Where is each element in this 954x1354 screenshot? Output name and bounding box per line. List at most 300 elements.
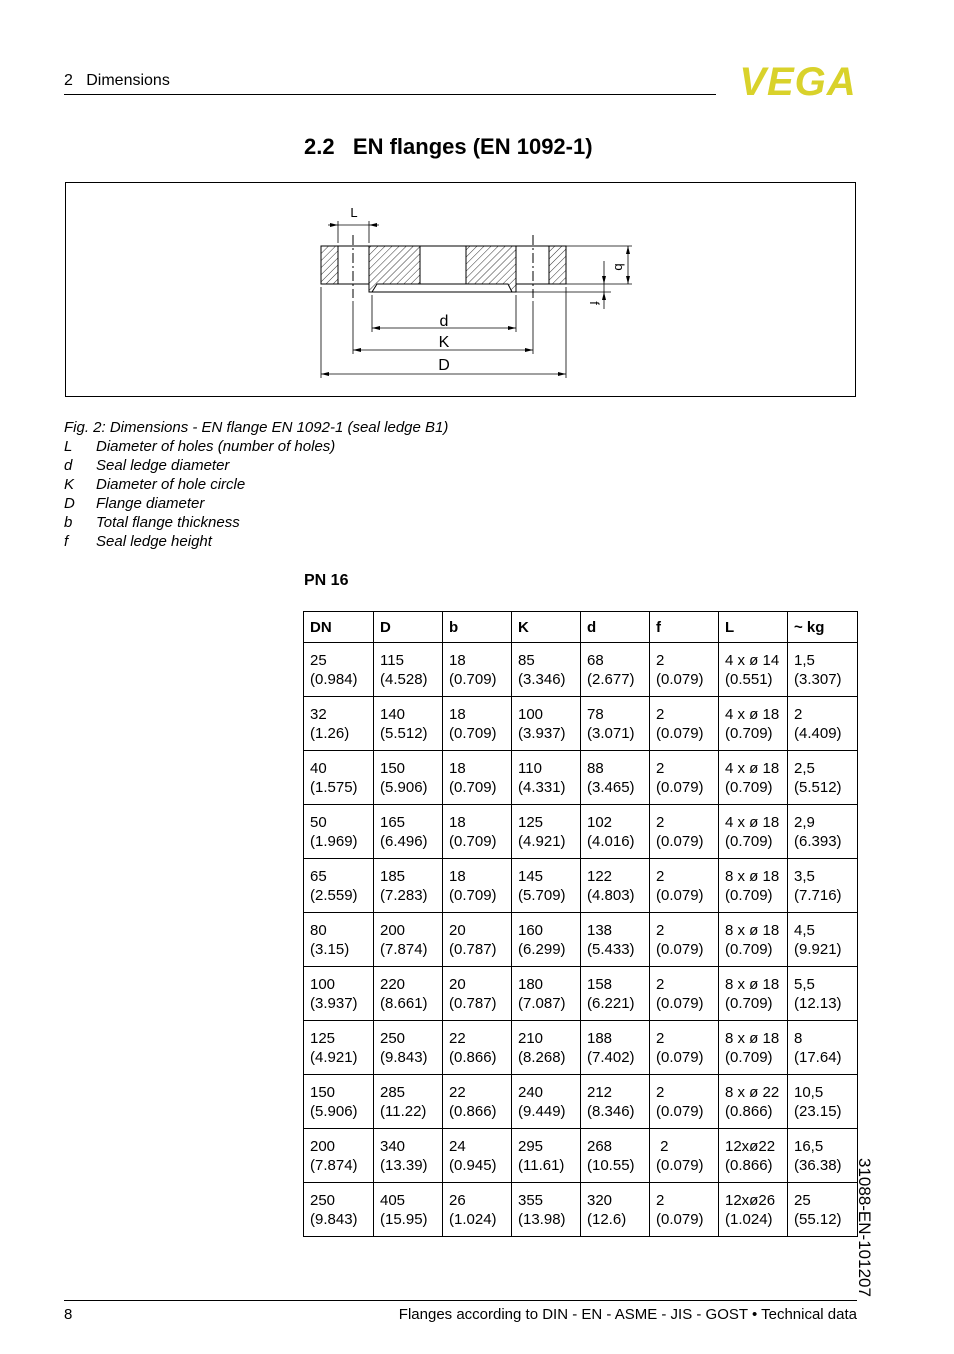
cell-value-inch: (6.299) bbox=[518, 940, 566, 958]
cell-value-inch: (0.079) bbox=[656, 778, 704, 796]
table-cell bbox=[374, 751, 443, 805]
cell-value-mm: 2 bbox=[656, 975, 665, 993]
cell-value-mm: 100 bbox=[518, 705, 544, 723]
table-cell bbox=[719, 913, 788, 967]
cell-value-inch: (7.402) bbox=[587, 1048, 635, 1066]
table-cell bbox=[512, 967, 581, 1021]
cell-value-mm: 240 bbox=[518, 1083, 544, 1101]
table-cell bbox=[788, 1021, 858, 1075]
cell-value-inch: (9.843) bbox=[310, 1210, 358, 1228]
cell-value-mm: 250 bbox=[380, 1029, 406, 1047]
cell-value-mm: 78 bbox=[587, 705, 604, 723]
legend-item bbox=[64, 532, 335, 551]
cell-value-mm: 160 bbox=[518, 921, 544, 939]
table-cell bbox=[719, 1183, 788, 1237]
cell-value-mm: 150 bbox=[380, 759, 406, 777]
cell-value-mm: 405 bbox=[380, 1191, 406, 1209]
table-cell bbox=[304, 1021, 374, 1075]
cell-value-mm: 180 bbox=[518, 975, 544, 993]
cell-value-inch: (4.331) bbox=[518, 778, 566, 796]
cell-value-inch: (55.12) bbox=[794, 1210, 842, 1228]
table-cell bbox=[443, 751, 512, 805]
table-cell bbox=[788, 751, 858, 805]
cell-value-inch: (0.709) bbox=[449, 724, 497, 742]
figure-legend bbox=[64, 437, 335, 551]
cell-value-inch: (0.079) bbox=[656, 724, 704, 742]
cell-value-mm: 320 bbox=[587, 1191, 613, 1209]
cell-value-mm: 18 bbox=[449, 705, 466, 723]
table-cell bbox=[443, 913, 512, 967]
cell-value-inch: (8.661) bbox=[380, 994, 428, 1012]
cell-value-mm: 8 x ø 18 bbox=[725, 921, 780, 939]
table-cell bbox=[581, 697, 650, 751]
footer-text: Flanges according to DIN - EN - ASME - JIS - GOST • Technical data bbox=[398, 1306, 857, 1323]
cell-value-mm: 8 x ø 18 bbox=[725, 975, 780, 993]
cell-value-inch: (23.15) bbox=[794, 1102, 842, 1120]
cell-value-inch: (0.787) bbox=[449, 940, 497, 958]
table-cell bbox=[719, 751, 788, 805]
cell-value-mm: 12xø22 bbox=[725, 1137, 776, 1155]
cell-value-inch: (7.716) bbox=[794, 886, 842, 904]
cell-value-mm: 4 x ø 18 bbox=[725, 813, 780, 831]
table-cell bbox=[719, 1129, 788, 1183]
column-header: K bbox=[512, 612, 581, 643]
table-cell bbox=[512, 1129, 581, 1183]
table-cell bbox=[304, 859, 374, 913]
table-cell bbox=[374, 643, 443, 697]
cell-value-mm: 125 bbox=[518, 813, 544, 831]
flange-drawing bbox=[66, 183, 855, 396]
table-cell bbox=[304, 697, 374, 751]
table-cell bbox=[719, 967, 788, 1021]
cell-value-mm: 22 bbox=[449, 1029, 466, 1047]
footer-rule bbox=[64, 1300, 857, 1301]
table-row bbox=[304, 1183, 858, 1237]
cell-value-mm: 212 bbox=[587, 1083, 613, 1101]
cell-value-inch: (0.709) bbox=[725, 940, 773, 958]
label-L: L bbox=[350, 205, 358, 220]
legend-item bbox=[64, 437, 335, 456]
cell-value-mm: 100 bbox=[310, 975, 336, 993]
cell-value-inch: (8.346) bbox=[587, 1102, 635, 1120]
legend-text: Total flange thickness bbox=[96, 514, 240, 531]
cell-value-inch: (4.803) bbox=[587, 886, 635, 904]
label-D: D bbox=[438, 357, 450, 374]
cell-value-inch: (3.071) bbox=[587, 724, 635, 742]
legend-symbol: D bbox=[64, 495, 75, 512]
table-cell bbox=[374, 805, 443, 859]
table-cell bbox=[304, 913, 374, 967]
table-cell bbox=[304, 1129, 374, 1183]
cell-value-inch: (0.079) bbox=[656, 994, 704, 1012]
cell-value-mm: 295 bbox=[518, 1137, 544, 1155]
cell-value-mm: 32 bbox=[310, 705, 327, 723]
cell-value-inch: (3.937) bbox=[310, 994, 358, 1012]
cell-value-mm: 40 bbox=[310, 759, 327, 777]
cell-value-inch: (1.575) bbox=[310, 778, 358, 796]
table-cell bbox=[650, 913, 719, 967]
cell-value-inch: (15.95) bbox=[380, 1210, 428, 1228]
cell-value-mm: 18 bbox=[449, 651, 466, 669]
table-row bbox=[304, 697, 858, 751]
column-header: b bbox=[443, 612, 512, 643]
table-cell bbox=[443, 1183, 512, 1237]
cell-value-inch: (13.39) bbox=[380, 1156, 428, 1174]
table-cell bbox=[374, 913, 443, 967]
cell-value-inch: (0.866) bbox=[725, 1156, 773, 1174]
cell-value-mm: 2,5 bbox=[794, 759, 815, 777]
table-cell bbox=[304, 805, 374, 859]
table-cell bbox=[512, 859, 581, 913]
cell-value-inch: (4.409) bbox=[794, 724, 842, 742]
page-number: 8 bbox=[64, 1306, 73, 1323]
cell-value-mm: 20 bbox=[449, 975, 466, 993]
cell-value-inch: (10.55) bbox=[587, 1156, 635, 1174]
cell-value-mm: 220 bbox=[380, 975, 406, 993]
table-cell bbox=[650, 967, 719, 1021]
cell-value-mm: 4 x ø 18 bbox=[725, 759, 780, 777]
cell-value-inch: (11.61) bbox=[518, 1156, 565, 1174]
cell-value-mm: 2 bbox=[656, 1137, 669, 1155]
cell-value-inch: (0.079) bbox=[656, 940, 704, 958]
legend-text: Diameter of holes (number of holes) bbox=[96, 438, 336, 455]
document-id: 31088-EN-101207 bbox=[855, 1158, 874, 1297]
cell-value-inch: (0.866) bbox=[449, 1102, 497, 1120]
cell-value-mm: 18 bbox=[449, 813, 466, 831]
table-cell bbox=[512, 697, 581, 751]
cell-value-mm: 200 bbox=[310, 1137, 336, 1155]
cell-value-mm: 8 x ø 22 bbox=[725, 1083, 780, 1101]
cell-value-inch: (4.528) bbox=[380, 670, 428, 688]
table-cell bbox=[650, 751, 719, 805]
cell-value-mm: 18 bbox=[449, 759, 466, 777]
table-row bbox=[304, 805, 858, 859]
table-cell bbox=[443, 697, 512, 751]
table-cell bbox=[581, 1021, 650, 1075]
cell-value-mm: 285 bbox=[380, 1083, 406, 1101]
cell-value-inch: (0.079) bbox=[656, 1210, 704, 1228]
legend-item bbox=[64, 494, 335, 513]
figure-caption: Fig. 2: Dimensions - EN flange EN 1092-1 (seal ledge B1) bbox=[64, 419, 449, 436]
table-header-row bbox=[304, 612, 858, 643]
table-row bbox=[304, 751, 858, 805]
cell-value-mm: 1,5 bbox=[794, 651, 815, 669]
cell-value-inch: (1.024) bbox=[725, 1210, 773, 1228]
cell-value-mm: 165 bbox=[380, 813, 406, 831]
table-cell bbox=[788, 697, 858, 751]
table-cell bbox=[719, 643, 788, 697]
cell-value-inch: (7.283) bbox=[380, 886, 428, 904]
table-cell bbox=[581, 1129, 650, 1183]
column-header: f bbox=[650, 612, 719, 643]
cell-value-inch: (0.945) bbox=[449, 1156, 497, 1174]
cell-value-inch: (1.26) bbox=[310, 724, 350, 742]
table-row bbox=[304, 1129, 858, 1183]
cell-value-mm: 200 bbox=[380, 921, 406, 939]
section-title: 2.2 EN flanges (EN 1092-1) bbox=[304, 134, 593, 159]
cell-value-mm: 140 bbox=[380, 705, 406, 723]
table-cell bbox=[512, 1021, 581, 1075]
cell-value-inch: (0.709) bbox=[725, 886, 773, 904]
table-cell bbox=[650, 1075, 719, 1129]
cell-value-mm: 188 bbox=[587, 1029, 613, 1047]
cell-value-inch: (5.512) bbox=[794, 778, 842, 796]
table-cell bbox=[650, 1129, 719, 1183]
cell-value-mm: 88 bbox=[587, 759, 604, 777]
cell-value-inch: (3.937) bbox=[518, 724, 566, 742]
cell-value-mm: 210 bbox=[518, 1029, 544, 1047]
label-K: K bbox=[438, 334, 450, 351]
table-cell bbox=[581, 1075, 650, 1129]
table-cell bbox=[581, 967, 650, 1021]
cell-value-mm: 80 bbox=[310, 921, 327, 939]
table-cell bbox=[719, 697, 788, 751]
table-row bbox=[304, 1021, 858, 1075]
cell-value-inch: (12.6) bbox=[587, 1210, 627, 1228]
table-cell bbox=[443, 643, 512, 697]
table-cell bbox=[443, 1075, 512, 1129]
table-cell bbox=[581, 859, 650, 913]
table-cell bbox=[719, 1075, 788, 1129]
cell-value-mm: 102 bbox=[587, 813, 613, 831]
cell-value-inch: (0.079) bbox=[656, 670, 704, 688]
cell-value-inch: (0.551) bbox=[725, 670, 773, 688]
legend-text: Seal ledge height bbox=[96, 533, 212, 550]
table-cell bbox=[304, 967, 374, 1021]
cell-value-inch: (0.709) bbox=[725, 994, 773, 1012]
pn16-dimensions-table bbox=[303, 611, 858, 1237]
cell-value-inch: (5.512) bbox=[380, 724, 428, 742]
column-header: L bbox=[719, 612, 788, 643]
cell-value-inch: (17.64) bbox=[794, 1048, 842, 1066]
table-cell bbox=[581, 913, 650, 967]
cell-value-mm: 2 bbox=[656, 813, 665, 831]
legend-symbol: f bbox=[64, 533, 69, 550]
cell-value-inch: (5.433) bbox=[587, 940, 635, 958]
cell-value-inch: (9.921) bbox=[794, 940, 842, 958]
cell-value-inch: (9.843) bbox=[380, 1048, 428, 1066]
cell-value-inch: (5.906) bbox=[310, 1102, 358, 1120]
column-header: d bbox=[581, 612, 650, 643]
table-cell bbox=[374, 1075, 443, 1129]
cell-value-inch: (0.079) bbox=[656, 832, 704, 850]
table-cell bbox=[788, 805, 858, 859]
cell-value-inch: (2.559) bbox=[310, 886, 358, 904]
cell-value-mm: 22 bbox=[449, 1083, 466, 1101]
legend-text: Seal ledge diameter bbox=[96, 457, 230, 474]
table-cell bbox=[788, 1183, 858, 1237]
cell-value-mm: 68 bbox=[587, 651, 604, 669]
cell-value-inch: (0.984) bbox=[310, 670, 358, 688]
cell-value-mm: 185 bbox=[380, 867, 406, 885]
cell-value-inch: (36.38) bbox=[794, 1156, 842, 1174]
cell-value-inch: (6.393) bbox=[794, 832, 842, 850]
table-cell bbox=[788, 1129, 858, 1183]
cell-value-inch: (0.709) bbox=[725, 832, 773, 850]
table-cell bbox=[650, 1021, 719, 1075]
cell-value-mm: 4 x ø 14 bbox=[725, 651, 780, 669]
cell-value-mm: 2,9 bbox=[794, 813, 815, 831]
table-row bbox=[304, 967, 858, 1021]
cell-value-mm: 3,5 bbox=[794, 867, 815, 885]
column-header: ~ kg bbox=[788, 612, 858, 643]
cell-value-mm: 138 bbox=[587, 921, 613, 939]
cell-value-mm: 20 bbox=[449, 921, 466, 939]
legend-item bbox=[64, 475, 335, 494]
legend-text: Diameter of hole circle bbox=[96, 476, 246, 493]
cell-value-inch: (0.709) bbox=[449, 778, 497, 796]
cell-value-mm: 2 bbox=[794, 705, 803, 723]
cell-value-mm: 340 bbox=[380, 1137, 406, 1155]
table-cell bbox=[650, 805, 719, 859]
cell-value-mm: 8 x ø 18 bbox=[725, 1029, 780, 1047]
column-header: DN bbox=[304, 612, 374, 643]
cell-value-mm: 355 bbox=[518, 1191, 544, 1209]
table-cell bbox=[788, 913, 858, 967]
vega-logo-text: VEGA bbox=[739, 62, 857, 100]
cell-value-inch: (0.709) bbox=[449, 886, 497, 904]
table-cell bbox=[443, 1129, 512, 1183]
table-cell bbox=[788, 967, 858, 1021]
cell-value-inch: (4.016) bbox=[587, 832, 635, 850]
cell-value-inch: (12.13) bbox=[794, 994, 842, 1012]
cell-value-mm: 25 bbox=[794, 1191, 811, 1209]
table-cell bbox=[581, 805, 650, 859]
cell-value-inch: (0.079) bbox=[656, 1102, 704, 1120]
table-cell bbox=[581, 1183, 650, 1237]
cell-value-mm: 25 bbox=[310, 651, 327, 669]
cell-value-inch: (5.709) bbox=[518, 886, 566, 904]
table-cell bbox=[512, 1075, 581, 1129]
table-cell bbox=[512, 1183, 581, 1237]
vega-logo bbox=[736, 62, 860, 100]
cell-value-mm: 50 bbox=[310, 813, 327, 831]
header-section-title: 2 Dimensions bbox=[64, 72, 170, 89]
table-cell bbox=[374, 1129, 443, 1183]
cell-value-inch: (11.22) bbox=[380, 1102, 427, 1120]
cell-value-mm: 2 bbox=[656, 921, 665, 939]
table-title: PN 16 bbox=[304, 572, 349, 589]
dimension-lines bbox=[321, 221, 632, 378]
cell-value-mm: 8 x ø 18 bbox=[725, 867, 780, 885]
table-row bbox=[304, 1075, 858, 1129]
table-cell bbox=[788, 643, 858, 697]
legend-item bbox=[64, 513, 335, 532]
table-cell bbox=[443, 805, 512, 859]
cell-value-inch: (6.496) bbox=[380, 832, 428, 850]
cell-value-mm: 145 bbox=[518, 867, 544, 885]
table-cell bbox=[374, 1021, 443, 1075]
cell-value-inch: (0.079) bbox=[656, 1048, 704, 1066]
table-cell bbox=[304, 1183, 374, 1237]
cell-value-inch: (8.268) bbox=[518, 1048, 566, 1066]
table-cell bbox=[443, 1021, 512, 1075]
table-cell bbox=[304, 751, 374, 805]
table-row bbox=[304, 643, 858, 697]
table-row bbox=[304, 859, 858, 913]
table-cell bbox=[443, 967, 512, 1021]
cell-value-inch: (3.15) bbox=[310, 940, 350, 958]
table-cell bbox=[719, 1021, 788, 1075]
table-cell bbox=[650, 1183, 719, 1237]
cell-value-inch: (0.709) bbox=[725, 1048, 773, 1066]
cell-value-mm: 5,5 bbox=[794, 975, 815, 993]
table-cell bbox=[304, 643, 374, 697]
cell-value-mm: 122 bbox=[587, 867, 613, 885]
table-cell bbox=[719, 859, 788, 913]
cell-value-mm: 16,5 bbox=[794, 1137, 824, 1155]
cell-value-mm: 150 bbox=[310, 1083, 336, 1101]
cell-value-mm: 4 x ø 18 bbox=[725, 705, 780, 723]
cell-value-mm: 10,5 bbox=[794, 1083, 824, 1101]
cell-value-mm: 2 bbox=[656, 759, 665, 777]
cell-value-mm: 115 bbox=[380, 651, 404, 669]
table-cell bbox=[650, 859, 719, 913]
cell-value-inch: (0.079) bbox=[656, 886, 704, 904]
cell-value-inch: (0.709) bbox=[449, 832, 497, 850]
cell-value-inch: (0.709) bbox=[449, 670, 497, 688]
legend-text: Flange diameter bbox=[96, 495, 205, 512]
cell-value-inch: (3.307) bbox=[794, 670, 842, 688]
cell-value-inch: (2.677) bbox=[587, 670, 635, 688]
table-cell bbox=[788, 859, 858, 913]
header-rule bbox=[64, 94, 716, 95]
table-cell bbox=[512, 751, 581, 805]
cell-value-mm: 4,5 bbox=[794, 921, 815, 939]
cell-value-inch: (1.024) bbox=[449, 1210, 497, 1228]
legend-symbol: d bbox=[64, 457, 73, 474]
column-header: D bbox=[374, 612, 443, 643]
cell-value-inch: (0.866) bbox=[725, 1102, 773, 1120]
table-cell bbox=[650, 643, 719, 697]
table-cell bbox=[374, 859, 443, 913]
cell-value-mm: 12xø26 bbox=[725, 1191, 776, 1209]
label-f: f bbox=[587, 301, 602, 305]
cell-value-inch: (6.221) bbox=[587, 994, 635, 1012]
cell-value-inch: (0.787) bbox=[449, 994, 497, 1012]
table-cell bbox=[512, 805, 581, 859]
cell-value-mm: 268 bbox=[587, 1137, 613, 1155]
cell-value-inch: (5.906) bbox=[380, 778, 428, 796]
label-b: b bbox=[612, 263, 627, 271]
table-cell bbox=[788, 1075, 858, 1129]
cell-value-mm: 2 bbox=[656, 705, 665, 723]
cell-value-inch: (13.98) bbox=[518, 1210, 566, 1228]
cell-value-mm: 85 bbox=[518, 651, 535, 669]
cell-value-inch: (7.874) bbox=[310, 1156, 358, 1174]
table-cell bbox=[512, 913, 581, 967]
flange-section bbox=[321, 235, 566, 298]
table-cell bbox=[719, 805, 788, 859]
legend-symbol: L bbox=[64, 438, 73, 455]
cell-value-mm: 2 bbox=[656, 651, 665, 669]
legend-symbol: b bbox=[64, 514, 73, 531]
cell-value-inch: (1.969) bbox=[310, 832, 358, 850]
cell-value-mm: 125 bbox=[310, 1029, 336, 1047]
cell-value-inch: (7.874) bbox=[380, 940, 428, 958]
table-cell bbox=[374, 967, 443, 1021]
table-cell bbox=[304, 1075, 374, 1129]
table-cell bbox=[512, 643, 581, 697]
table-row bbox=[304, 913, 858, 967]
cell-value-mm: 26 bbox=[449, 1191, 466, 1209]
cell-value-inch: (9.449) bbox=[518, 1102, 566, 1120]
cell-value-mm: 2 bbox=[656, 1029, 665, 1047]
cell-value-inch: (0.709) bbox=[725, 724, 773, 742]
table-cell bbox=[374, 1183, 443, 1237]
legend-item bbox=[64, 456, 335, 475]
cell-value-mm: 2 bbox=[656, 1083, 665, 1101]
